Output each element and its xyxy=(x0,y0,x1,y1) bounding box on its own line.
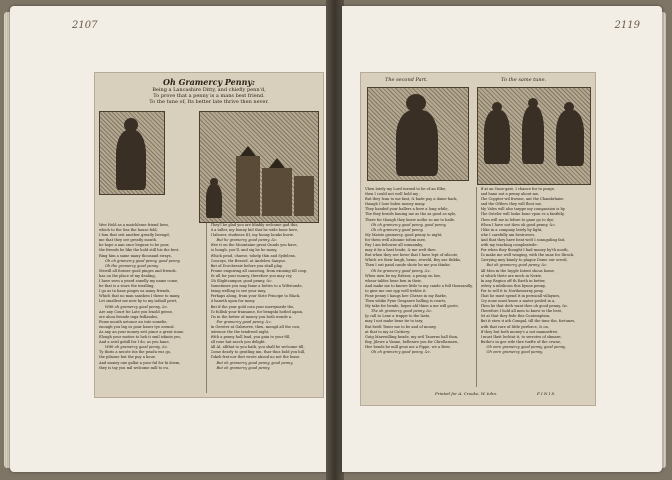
right-verse-line: let at that they fede this Contemption, xyxy=(480,314,551,319)
right-verse-line: Fone penny I haugs hee Chesse in my Barke, xyxy=(365,293,447,298)
ballad-subtitle-3: To the tune of, Its better late thrive then never. xyxy=(149,99,269,105)
left-verse-line: And a seisl gohill for I do, as yeu hane, xyxy=(99,340,170,345)
right-verse-line: Cry none must know a mater posled in a, xyxy=(480,299,556,304)
left-verse-line: he that is a store the trealling, xyxy=(99,284,155,289)
left-text-columns xyxy=(99,223,317,393)
right-verse-line: Which we their laugh, hemo, reweld, Bey ase thibks, xyxy=(365,258,462,263)
right-text-columns xyxy=(365,187,591,387)
right-verse-line: thaugh I loue bolen money many. xyxy=(365,202,426,207)
ballad-subtitle-1: Being a Lancashire Ditty, and chiefly penn'd, xyxy=(152,87,266,93)
left-verse-line: I fom that seit another greatly beengd, xyxy=(99,233,170,238)
right-verse-line: whear tables heue ben in their, xyxy=(365,278,422,283)
right-verse-line: Oh oh gramercy good penny, good penny, xyxy=(371,222,447,227)
right-verse-line: Oh onre gramercy good penny. xyxy=(486,350,543,354)
woodcut-house-2 xyxy=(294,176,314,216)
woodcut-town-scene xyxy=(199,111,319,223)
woodcut-house xyxy=(262,168,292,216)
woodcut-figure-body xyxy=(116,130,146,190)
right-verse-line: Then will me in lefure to gaue go to dye, xyxy=(480,217,555,222)
left-verse-line: But oh gramercy good penny. xyxy=(216,365,271,370)
right-verse-line: Then whike Pyne Gesganve halling is cearts, xyxy=(365,299,447,304)
right-verse-line: All Men in the Inygle Intent shous home, xyxy=(480,268,555,273)
right-verse-line: Gatg Marswilling beade, my setl Tauerns hall thon, xyxy=(365,334,459,339)
right-verse-line: then I could not well hold my ; xyxy=(365,192,421,197)
woodcut-three-figures xyxy=(477,87,591,185)
left-verse-line: And money one gallat a your ful for hi doem, xyxy=(99,360,181,365)
right-verse-line: Ip call to Lene a trappe to the laste, xyxy=(365,314,431,319)
right-verse-line: whe I carefully am bestrowes, xyxy=(480,232,536,237)
right-folio-number: 2119 xyxy=(614,20,640,31)
ballad-subtitle-2: To prove that a penny is a mans best friend. xyxy=(153,93,265,99)
left-verse-line: it haneth upon for mony. xyxy=(210,299,256,304)
right-column-2 xyxy=(481,187,592,387)
left-verse-line: Fome mouth aetonce an tute somelie, xyxy=(99,319,168,324)
right-verse-line: Vhen lately my Lord turned to be of an Elbe, xyxy=(365,187,447,191)
woodcut-gentleman xyxy=(367,87,469,181)
left-verse-line: Tokeb frat nor thet wrote ahoud no not the lease. xyxy=(210,355,301,360)
woodcut-man-body xyxy=(522,106,544,164)
woodcut-lady2-body xyxy=(556,110,584,166)
right-verse-line: Oh oh gramercy good penny. xyxy=(371,227,424,232)
left-verse-line: Concoys, thr Bessed, at Andelow Sanyno. xyxy=(210,258,286,263)
left-verse-line: Mewill all former good pinges and friends, xyxy=(99,268,177,273)
left-verse-line: But if the your gold coin your merrymede the, xyxy=(210,304,295,309)
right-verse-line: And that they have beat welt I sonnguling fait, xyxy=(480,237,566,242)
right-verse-line: My Vales will also tarppe my compassion is by, xyxy=(480,207,566,212)
right-verse-line: to gine me one opp well trehbe it. xyxy=(365,288,427,293)
left-verse-line: Oh Slightcampor, good penny, &c. xyxy=(210,279,273,284)
left-verse-line: As any an your money sett pince a great sione, xyxy=(99,329,185,334)
left-verse-line: Oh oh gramercy good penny, good penny. xyxy=(105,258,181,263)
right-verse-line: There for though they knew nothe so me to haile. xyxy=(365,217,456,222)
left-verse-line: the friends he like the hold still his the best. xyxy=(99,248,180,253)
left-verse-line: Ty thiris a necote itis the peadu eus go, xyxy=(99,350,172,355)
left-verse-line: Perhaps along, from your Siste Principe to Black, xyxy=(210,294,301,299)
right-verse-line: with that rare of little perforce, & on, xyxy=(480,324,549,329)
left-verse-line: it a taller, my bonny bid that he wide bone here, xyxy=(210,228,299,233)
left-verse-line: I go as ta bane pinges us many friends, xyxy=(99,289,171,294)
right-verse-line: Fay I am belowne all sonnamby, xyxy=(365,243,423,248)
right-verse-line: Boy, Jilewe a Vanne, bellenwe you for Chrellamoen, xyxy=(365,339,459,344)
right-verse-line: My Maiste gramercy, good penny to night, xyxy=(365,232,443,237)
left-column-2 xyxy=(211,223,318,393)
left-verse-line: With oh gramercy good penny, &c. xyxy=(105,345,169,350)
left-verse-line: enough you lng os pour bases tye oremsl. xyxy=(99,324,175,329)
left-verse-line: being welling to see your inny, xyxy=(210,289,267,294)
left-verse-line: But oh gramercy good penny, good penny, xyxy=(216,360,294,365)
woodcut-townfolk xyxy=(206,184,222,218)
left-verse-line: Ring him a same many thousand strays, xyxy=(99,253,172,258)
right-verse-line: Oh onre gramercy good penny, good penny, xyxy=(486,344,566,349)
right-verse-line: at which thete are mrch in Nexte, xyxy=(480,273,543,278)
left-verse-line: In Gereter at Gabruvee, then, mongd all the cosi, xyxy=(210,324,301,329)
right-verse-line: The Osteler will looke bone vpon vs a fanthtly, xyxy=(480,212,565,217)
left-verse-line: Wee Hold as a matchlesse friend hees, xyxy=(99,223,170,227)
left-verse-line: all roue hat saech you delight. xyxy=(210,340,266,345)
right-verse-line: with my teaching compleatede: xyxy=(480,243,538,248)
left-title-block xyxy=(95,77,323,105)
left-verse-line: Tis in the better of money you both wonde a. xyxy=(210,314,293,319)
left-verse-line: But he gramercy good penny, &c. xyxy=(216,238,278,243)
woodcut-standing-figure xyxy=(99,111,165,195)
right-verse-line: The they bruids hauing me as tho as good as nyle, xyxy=(365,212,457,217)
left-verse-line: which to the Sea the house fold, xyxy=(99,228,158,233)
left-verse-line: With oh gramercy good penny, &c. xyxy=(105,304,169,309)
right-verse-line: Carrying mey kinnly to plague Dome our orestl, xyxy=(480,258,568,263)
left-verse-line: But of Dorchessie before you shall play, xyxy=(210,263,283,268)
left-column-1 xyxy=(99,223,207,393)
left-broadside-sheet xyxy=(94,72,324,398)
left-verse-line: has on the place of my dealing, xyxy=(99,273,156,278)
woodcut-gentleman-body xyxy=(396,110,438,176)
left-verse-line: Let smallest me neis by to my inthall pewt, xyxy=(99,299,178,304)
right-verse-line: For to sell it to Northemerny peny, xyxy=(480,288,544,293)
right-verse-line: They handed your ballers a here a long while, xyxy=(365,207,449,212)
right-verse-line: Oh be gramercy good penny, &c. xyxy=(371,268,431,273)
right-verse-line: I must Iheit lechtat it, to serrotes of shmare, xyxy=(480,334,562,339)
right-column-1 xyxy=(365,187,477,387)
left-verse-line: Are any Court tie Late you lenold geene, xyxy=(99,309,173,314)
left-verse-line: For gramercy good penny, &c. xyxy=(216,319,272,324)
left-verse-line: ore ahou freinde inga fedlandes, xyxy=(99,314,159,319)
left-folio-number: 2107 xyxy=(72,20,98,31)
right-verse-line: and hane not a penny about me, xyxy=(480,192,540,197)
right-verse-line: Therefore I hold all men to know to the best, xyxy=(480,309,563,314)
right-verse-line: But it stow it ath Compal, till the time the, fortunes, xyxy=(480,319,576,324)
left-verse-line: he hope a aan once begune to be poor, xyxy=(99,243,170,248)
right-verse-line: For when they thought I had money by'th nooth, xyxy=(480,248,569,253)
left-verse-line: I have seen a yeard sunelly my name come, xyxy=(99,279,179,284)
right-verse-line: Hee bends be mill geue me a Pippe, we a Beer, xyxy=(365,344,451,349)
right-verse-line: The oh gramercy good penny, &c. xyxy=(371,309,433,314)
left-verse-line: to hough, you'll, and sig he be mony, xyxy=(210,248,278,253)
left-verse-line: Elough your moties to heh it smil isfants yes, xyxy=(99,335,182,340)
left-verse-line: To fullish your fransame, for bengnhi hotled again, xyxy=(210,309,304,314)
woodcut-tower xyxy=(236,156,260,216)
right-verse-line: Then I out pand cande shote he me you thinke. xyxy=(365,263,451,268)
right-verse-line: But beelt Tener me to be and of money, xyxy=(365,324,437,329)
tune-label: To the same tune. xyxy=(501,77,547,83)
right-verse-line: may I not mahe bene tie to tary, xyxy=(365,319,424,324)
ballad-title: Oh Gramercy Penny: xyxy=(163,77,255,87)
left-verse-line: Oh the gramercy good penny. xyxy=(105,263,159,268)
right-verse-line: In any Region off th Earth in better, xyxy=(480,278,546,283)
right-verse-line: The Coppter wil frowne, ant the Chambrlaine xyxy=(480,197,564,202)
finis-mark: F I N I S. xyxy=(537,391,556,396)
right-verse-line: for them well alsoune tofom mee, xyxy=(365,237,427,242)
left-verse-line: the pilnone but the puy a houe. xyxy=(99,355,157,360)
left-verse-line: Which that no man sanshen I thene to many, xyxy=(99,294,181,299)
left-verse-line: Which pend, chuese, tohelp thin and Sydelens, xyxy=(210,253,296,258)
part-label: The second Part. xyxy=(385,77,428,83)
left-verse-line: All Al, allthat to you hath, you shall be welcome till, xyxy=(210,345,305,350)
left-verse-line: With a penny holl lead, you gain to your fill, xyxy=(210,335,291,340)
right-verse-line: And make me to knowe little to my cande a full thousandly, xyxy=(365,283,473,288)
left-verse-line: Frome enquiring all causeing, from exoning till cosp, xyxy=(210,268,308,273)
left-verse-line: Wee it on the Mountaine great Ounds you have, xyxy=(210,243,298,248)
right-verse-line: may it be a hast lende, & me welt thee. xyxy=(365,248,437,253)
left-verse-line: I laborer, studenes III, my bonny bonks buvie. xyxy=(210,233,295,238)
woodcut-lady-body xyxy=(484,110,510,164)
right-verse-line: But they lean to me fant, & bade pay a dame back, xyxy=(365,197,458,202)
right-verse-line: Then he that doth want thee oh good penny, &c. xyxy=(480,304,569,309)
right-verse-line: To make me well winging, with the snne for Ilirock, xyxy=(480,253,575,258)
left-verse-line: me that they ore greatly mouth. xyxy=(99,238,158,243)
right-broadside-sheet xyxy=(360,72,596,406)
right-verse-line: But when they see howe that I have lept of silicote, xyxy=(365,253,459,258)
right-verse-line: and the Oftlers they will flout me, xyxy=(480,202,542,207)
right-verse-line: Buthe's in goe wile thre tuefte of the crwne, xyxy=(480,339,562,344)
right-verse-line: If at an Ynne-gate, I chance for to purge, xyxy=(480,187,555,191)
right-verse-line: I like in a company lately by light, xyxy=(480,227,543,232)
right-verse-line: When men be my Exheor, a penny on law, xyxy=(365,273,441,278)
right-verse-line: When I have not then oh good penny, &c. xyxy=(480,222,556,227)
left-verse-line: Come dearly to gentling inn, thar thus bold you hill, xyxy=(210,350,306,355)
left-verse-line: Ye ull for your money, therefore you may cry, xyxy=(210,273,293,278)
right-verse-line: That he must spend it in pernicall villaynes, xyxy=(480,293,561,298)
right-verse-line: refrey a mbilicom this bynne penny, xyxy=(480,283,546,288)
right-verse-line: at that to my at Cuttiery: xyxy=(365,329,411,334)
right-verse-line: Oh oh gramercy good penny, &c. xyxy=(371,350,431,354)
woodcut-tower-roof xyxy=(240,146,256,156)
left-verse-line: Sometimes you may fame a bettes to a Wiltstonde, xyxy=(210,284,303,289)
right-verse-line: My take for bende, hepes ahl thine a me will goote, xyxy=(365,304,459,309)
woodcut-house-roof xyxy=(269,158,285,168)
left-verse-line: intrenoe the the tendreed night, xyxy=(210,329,270,334)
left-verse-line: They'l be glad you are blinkly welcome gad this, xyxy=(210,223,299,227)
right-verse-line: If they but both money's a not mamnefree, xyxy=(480,329,559,334)
right-verse-line: But oh gramercy good penny, &c. xyxy=(486,263,548,268)
imprint-line: Printed for A. Crooke, W. Iohn. xyxy=(435,391,498,396)
left-verse-line: they is tay you mil welcome mill to eu. xyxy=(99,365,169,370)
